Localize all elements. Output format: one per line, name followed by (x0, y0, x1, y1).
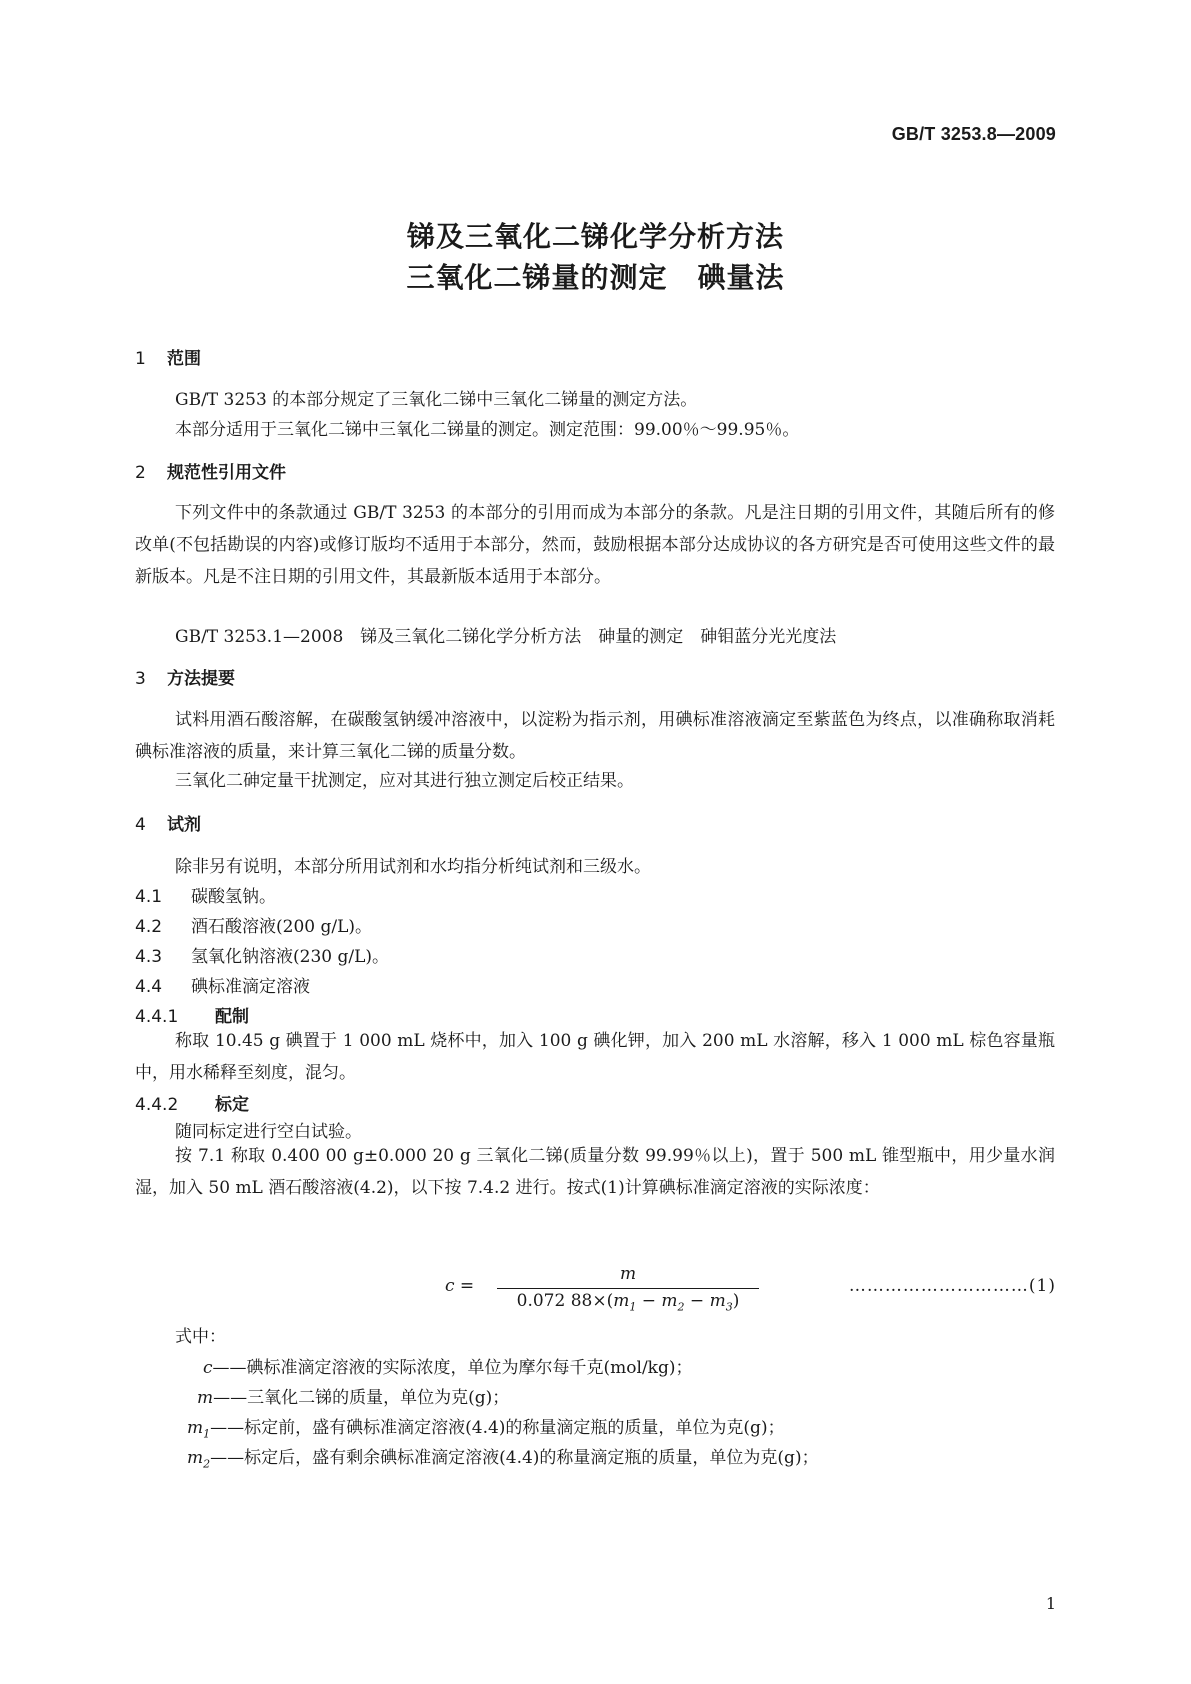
standard-number: GB/T 3253.8—2009 (891, 124, 1056, 144)
section-number: 4 (135, 815, 146, 835)
reagent-item (135, 882, 276, 907)
section-number: 1 (135, 349, 146, 369)
item-text: 碳酸氢钠。 (191, 887, 276, 907)
variable-description: ——碘标准滴定溶液的实际浓度，单位为摩尔每千克(mol/kg)； (212, 1358, 693, 1378)
variable-definition (203, 1353, 693, 1378)
reagent-item (135, 912, 372, 937)
section-4-heading (135, 810, 201, 835)
formula-fraction (497, 1264, 759, 1313)
reagent-item (135, 972, 310, 997)
denominator-suffix: ) (732, 1291, 740, 1311)
subsection-title: 标定 (215, 1095, 249, 1115)
variable-definition (187, 1413, 785, 1440)
variable-definition (187, 1443, 819, 1470)
section-2-paragraph: 下列文件中的条款通过 GB/T 3253 的本部分的引用而成为本部分的条款。凡是注日期的引用文件，其随后所有的修改单(不包括勘误的内容)或修订版均不适用于本部分，然而，鼓励根据本部分达成协议的各方研究是否可使用这些文件的最新版本。凡是不注日期的引用文件，其最新版本适用于本部分。 (135, 503, 1055, 587)
section-title: 规范性引用文件 (167, 463, 286, 483)
variable-description: ——标定后，盛有剩余碘标准滴定溶液(4.4)的称量滴定瓶的质量，单位为克(g)； (210, 1448, 819, 1468)
item-text: 碘标准滴定溶液 (191, 977, 310, 997)
page-title-line1: 锑及三氧化二锑化学分析方法 (406, 220, 784, 253)
item-number: 4.4 (135, 977, 163, 997)
title-line2-part2: 碘量法 (697, 261, 785, 294)
item-number: 4.4.2 (135, 1095, 179, 1115)
variable-description: ——标定前，盛有碘标准滴定溶液(4.4)的称量滴定瓶的质量，单位为克(g)； (210, 1418, 785, 1438)
page-title-line2 (0, 256, 1191, 296)
subsection-4-4-2-paragraph-2: 按 7.1 称取 0.400 00 g±0.000 20 g 三氧化二锑(质量分数 99.99％以上)，置于 500 mL 锥型瓶中，用少量水润湿，加入 50 mL 酒石酸溶液(4.2)，以下按 7.4.2 进行。按式(1)计算碘标准滴定溶液的实际浓度： (135, 1146, 1055, 1198)
variable-symbol: $m_2$ (187, 1448, 211, 1471)
where-label: 式中： (175, 1327, 226, 1347)
section-4-paragraph: 除非另有说明，本部分所用试剂和水均指分析纯试剂和三级水。 (175, 857, 651, 877)
equation-number: …………………………(1) (848, 1276, 1056, 1296)
section-3-paragraph-1: 试料用酒石酸溶解，在碳酸氢钠缓冲溶液中，以淀粉为指示剂，用碘标准溶液滴定至紫蓝色为终点，以准确称取消耗碘标准溶液的质量，来计算三氧化二锑的质量分数。 (135, 710, 1055, 762)
denominator-prefix: 0.072 88×( (516, 1291, 614, 1311)
formula-numerator: m (619, 1264, 637, 1284)
section-3-heading (135, 664, 235, 689)
subsection-title: 配制 (215, 1007, 249, 1027)
section-1-paragraph-2: 本部分适用于三氧化二锑中三氧化二锑量的测定。测定范围：99.00％～99.95％。 (175, 420, 800, 440)
reagent-item (135, 942, 389, 967)
item-number: 4.1 (135, 887, 163, 907)
formula-lhs-text: c = (445, 1276, 475, 1296)
subsection-4-4-1-heading (135, 1002, 249, 1027)
section-2-heading (135, 458, 286, 483)
variable-symbol: m (197, 1388, 214, 1408)
section-title: 试剂 (167, 815, 201, 835)
section-number: 2 (135, 463, 146, 483)
section-number: 3 (135, 669, 146, 689)
subsection-4-4-1-paragraph: 称取 10.45 g 碘置于 1 000 mL 烧杯中，加入 100 g 碘化钾，加入 200 mL 水溶解，移入 1 000 mL 棕色容量瓶中，用水稀释至刻度，混匀。 (135, 1031, 1055, 1083)
item-number: 4.4.1 (135, 1007, 179, 1027)
formula-lhs (445, 1276, 474, 1296)
section-1-paragraph-1: GB/T 3253 的本部分规定了三氧化二锑中三氧化二锑量的测定方法。 (175, 390, 698, 410)
section-title: 范围 (167, 349, 201, 369)
page-number: 1 (1045, 1594, 1056, 1613)
formula-denominator: 0.072 $88\times(m_1 - m_2 - m_3)$ (516, 1291, 740, 1314)
item-number: 4.2 (135, 917, 163, 937)
subsection-4-4-2-paragraph-1: 随同标定进行空白试验。 (175, 1122, 362, 1142)
variable-symbol: c (203, 1358, 213, 1378)
item-text: 酒石酸溶液(200 g/L)。 (191, 917, 373, 937)
section-3-paragraph-2: 三氧化二砷定量干扰测定，应对其进行独立测定后校正结果。 (175, 771, 634, 791)
section-1-heading (135, 344, 201, 369)
title-line2-part1: 三氧化二锑量的测定 (406, 261, 668, 294)
variable-symbol: $m_1$ (187, 1418, 211, 1441)
section-title: 方法提要 (167, 669, 235, 689)
subsection-4-4-2-heading (135, 1090, 249, 1115)
variable-description: ——三氧化二锑的质量，单位为克(g)； (213, 1388, 510, 1408)
item-number: 4.3 (135, 947, 163, 967)
normative-reference: GB/T 3253.1—2008 锑及三氧化二锑化学分析方法 砷量的测定 砷钼蓝分光光度法 (175, 627, 837, 647)
variable-definition (197, 1383, 509, 1408)
item-text: 氢氧化钠溶液(230 g/L)。 (191, 947, 390, 967)
